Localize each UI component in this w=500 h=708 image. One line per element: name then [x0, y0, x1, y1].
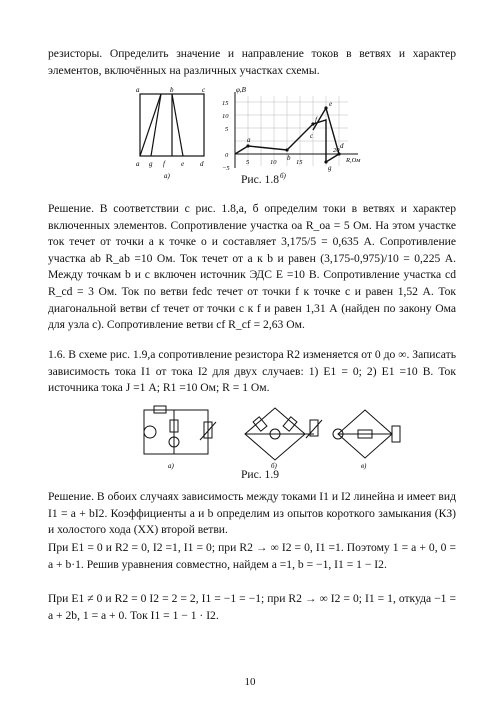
y-axis-label: φ,В — [236, 86, 246, 94]
figure-1-9 — [130, 400, 410, 482]
intro-paragraph: резисторы. Определить значение и направление токов в ветвях и характер элементов, включённых на различных участках схемы. — [48, 47, 456, 77]
y-tick-5: 5 — [225, 126, 229, 133]
circuit-b — [245, 408, 322, 460]
node-label-bottom-a: a — [136, 160, 140, 168]
fig19-sub-b: б) — [271, 462, 277, 470]
y-tick-0: 0 — [225, 152, 229, 159]
x-tick-10: 10 — [270, 159, 277, 166]
x-tick-20: 20 — [333, 147, 340, 154]
problem-1-6: 1.6. В схеме рис. 1.9,а сопротивление резистора R2 изменяется от 0 до ∞. Записать зависимость тока I1 от тока I2 для двух случаев: 1) E1 = 0; 2) E1 =10 В. Ток источника тока J =1 А; R1 =10 Ом; R = 1 Ом. — [48, 348, 456, 395]
node-label-bottom-f: f — [163, 160, 165, 168]
solution-paragraph-2: Решение. В обоих случаях зависимость между токами I1 и I2 линейна и имеет вид I1 = a + bI2. Коэффициенты a и b определим из опытов короткого замыкания (КЗ) и холостого хода (ХХ) второй ветви. — [48, 490, 456, 537]
solution-1-text: Решение. В соответствии с рис. 1.8,а, б определим токи в ветвях и характер включенных элементов. Сопротивление участка oa R_oa = 5 Ом. На этом участке ток течет от точки a к точке o и составляет 3,175/5 = 0,635 А. Сопротивление участка ab R_ab =10 Ом. Ток течет от a к b и равен (3,175-0,975)/10 = 0,225 А. Между точкам b и c включен источник ЭДС E =10 В. Сопротивление участка cd R_cd = 3 Ом. Ток по ветви fedc течет от точки f к точке c и равен 1,52 А. Ток диагональной ветви cf течет от точки c к f и равен 1,31 А (найден по закону Ома для узла c). Сопротивление ветви cf R_cf = 2,63 Ом. — [48, 202, 456, 332]
potential-diagram-b — [235, 92, 361, 168]
point-label-c: c — [310, 132, 314, 140]
circuit-c — [333, 410, 400, 458]
node-label-bottom-d: d — [200, 160, 204, 168]
figure-1-9-caption: Рис. 1.9 — [240, 468, 280, 481]
node-label-bottom-g: g — [149, 160, 153, 168]
x-tick-15: 15 — [296, 159, 303, 166]
x-tick-5: 5 — [246, 159, 250, 166]
node-label-top-b: b — [170, 86, 174, 94]
page-number: 10 — [244, 676, 256, 688]
circuit-topology-a — [140, 94, 204, 156]
case-1-paragraph: При E1 = 0 и R2 = 0, I2 =1, I1 = 0; при R2 → ∞ I2 = 0, I1 =1. Поэтому 1 = a + 0, 0 = a + b·1. Решив уравнения совместно, найдем a =1, b = −1, I1 = 1 − I2. — [48, 541, 456, 571]
point-label-g: g — [328, 164, 332, 172]
y-tick-10: 10 — [222, 113, 229, 120]
solution-paragraph-1 — [48, 201, 456, 334]
figure-1-8-drawing — [130, 86, 390, 182]
case-2-paragraph: При E1 ≠ 0 и R2 = 0 I2 = 2 = 2, I1 = −1 = −1; при R2 → ∞ I2 = 0; I1 = 1, откуда −1 = a + 2b, 1 = a + 0. Ток I1 = 1 − 1 · I2. — [48, 592, 456, 622]
node-label-bottom-e: e — [181, 160, 185, 168]
node-label-top-c: c — [202, 86, 206, 94]
point-label-e: e — [329, 100, 333, 108]
y-tick-15: 15 — [222, 100, 229, 107]
figure-1-8-caption: Рис. 1.8 — [240, 173, 280, 186]
node-label-top-a: a — [136, 86, 140, 94]
figure-1-9-drawing — [130, 400, 410, 472]
sub-label-b: б) — [280, 172, 286, 180]
x-axis-label: R,Ом — [346, 157, 361, 164]
figure-1-8 — [130, 86, 390, 196]
point-label-b: b — [287, 154, 291, 162]
point-label-d: d — [340, 142, 344, 150]
circuit-a — [144, 406, 216, 454]
point-label-f: f — [315, 116, 317, 124]
sub-label-a: а) — [164, 172, 170, 180]
fig19-sub-c: в) — [361, 462, 367, 470]
fig19-sub-a: а) — [168, 462, 174, 470]
y-tick-minus5: −5 — [222, 165, 230, 172]
point-label-a: a — [247, 136, 251, 144]
